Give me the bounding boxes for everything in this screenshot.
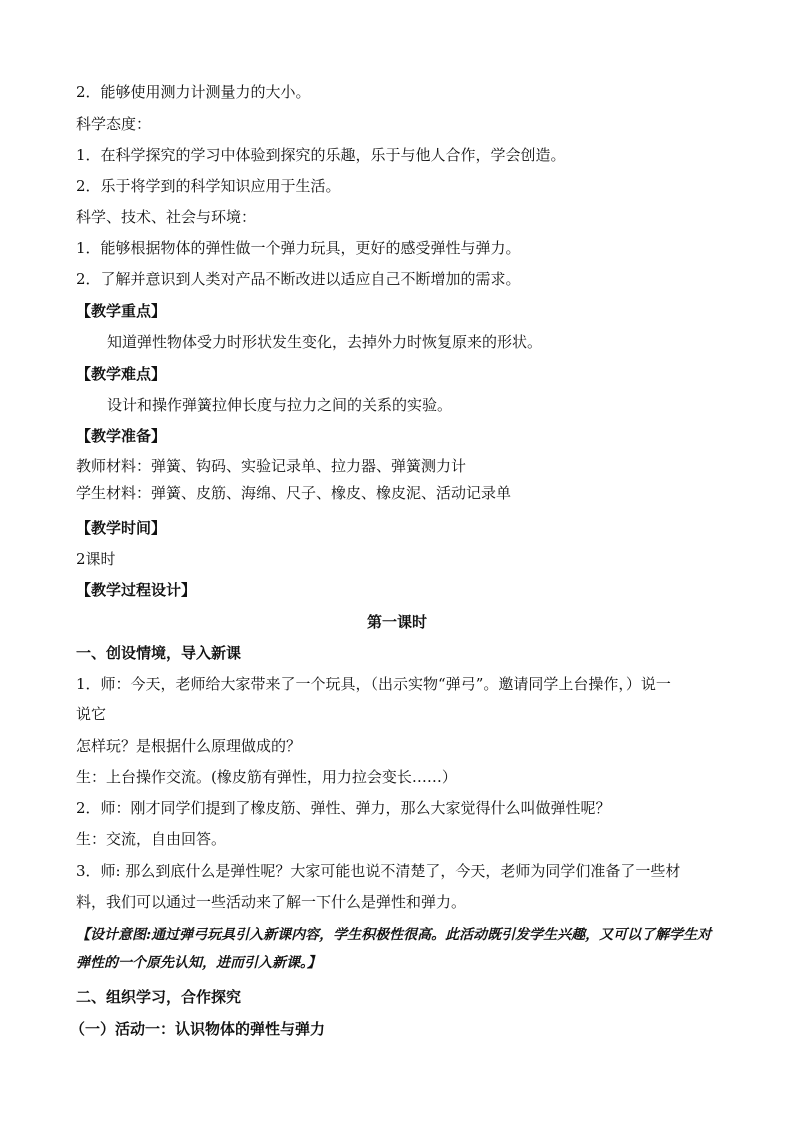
- section-heading-time: 【教学时间】: [76, 519, 167, 537]
- paragraph-line: 怎样玩？是根据什么原理做成的？: [76, 737, 302, 755]
- student-materials: 学生材料：弹簧、皮筋、海绵、尺子、橡皮、橡皮泥、活动记录单: [76, 484, 512, 502]
- text-line: 2．能够使用测力计测量力的大小。: [76, 83, 311, 101]
- design-intent-note: 【设计意图:通过弹弓玩具引入新课内容，学生积极性很高。此活动既引发学生兴趣，又可以了解学生对弹性的一个原先认知，进而引入新课。】: [76, 927, 712, 971]
- lesson-title: 第一课时: [366, 613, 427, 631]
- text-line: 2．乐于将学到的科学知识应用于生活。: [76, 177, 341, 195]
- paragraph-line: 说它: [76, 705, 107, 723]
- text-line: 2．了解并意识到人类对产品不断改进以适应自己不断增加的需求。: [76, 270, 521, 288]
- paragraph-line: 生：上台操作交流。(橡皮筋有弹性，用力拉会变长……）: [76, 768, 457, 786]
- teacher-materials: 教师材料：弹簧、钩码、实验记录单、拉力器、弹簧测力计: [76, 457, 467, 475]
- section2-heading: 二、组织学习，合作探究: [76, 988, 242, 1006]
- section-heading-key-points: 【教学重点】: [76, 302, 167, 320]
- time-text: 2课时: [76, 550, 116, 568]
- paragraph-line: 生：交流，自由回答。: [76, 830, 227, 848]
- section-heading-preparation: 【教学准备】: [76, 427, 167, 445]
- key-points-text: 知道弹性物体受力时形状发生变化，去掉外力时恢复原来的形状。: [107, 333, 543, 351]
- text-line: 1．能够根据物体的弹性做一个弹力玩具，更好的感受弹性与弹力。: [76, 239, 521, 257]
- text-line: 科学、技术、社会与环境：: [76, 208, 257, 226]
- section1-heading: 一、创设情境，导入新课: [76, 644, 242, 662]
- activity1-heading: （一）活动一：认识物体的弹性与弹力: [70, 1020, 326, 1038]
- section-heading-process: 【教学过程设计】: [76, 581, 197, 599]
- difficulties-text: 设计和操作弹簧拉伸长度与拉力之间的关系的实验。: [107, 396, 453, 414]
- paragraph-line: 1．师：今天，老师给大家带来了一个玩具，（出示实物“弹弓”。邀请同学上台操作，）说一: [76, 675, 671, 693]
- paragraph-line: 料，我们可以通过一些活动来了解一下什么是弹性和弹力。: [76, 893, 467, 911]
- paragraph-line: 2．师：刚才同学们提到了橡皮筋、弹性、弹力，那么大家觉得什么叫做弹性呢？: [76, 799, 611, 817]
- section-heading-difficulties: 【教学难点】: [76, 365, 167, 383]
- paragraph-line: 3．师: 那么到底什么是弹性呢？大家可能也说不清楚了，今天，老师为同学们准备了一些材: [76, 862, 681, 880]
- text-line: 科学态度：: [76, 115, 152, 133]
- text-line: 1．在科学探究的学习中体验到探究的乐趣，乐于与他人合作，学会创造。: [76, 146, 566, 164]
